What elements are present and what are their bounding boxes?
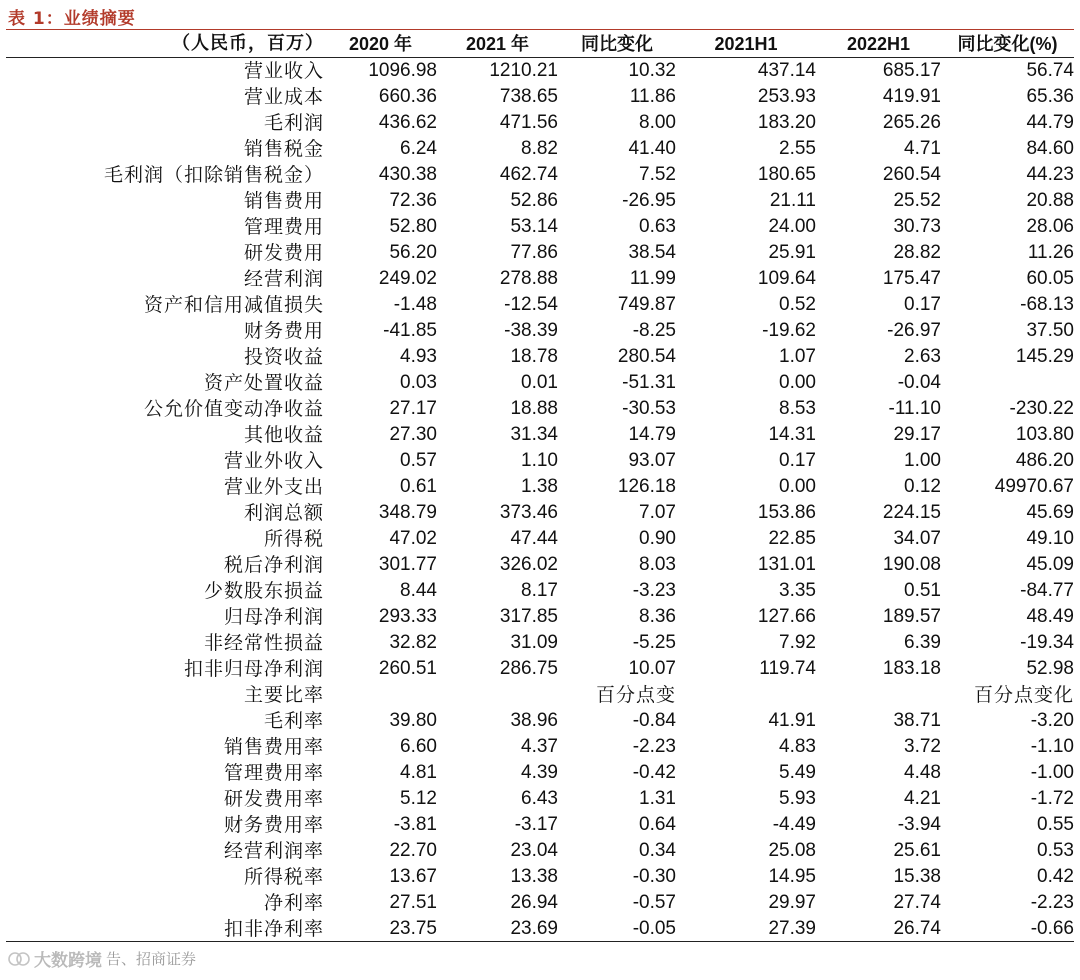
- cell-2022h1: 190.08: [882, 554, 941, 575]
- cell-yoy-pct: 49.10: [1026, 528, 1074, 549]
- cell-yoy-pct: -3.20: [1030, 710, 1074, 731]
- cell-yoy: -2.23: [632, 736, 676, 757]
- cell-label: 营业收入: [243, 60, 324, 82]
- bottom-divider: [6, 941, 1074, 942]
- cell-2021h1: 180.65: [757, 164, 816, 185]
- cell-2021h1: 0.17: [779, 450, 816, 471]
- cell-yoy: 11.86: [629, 86, 676, 107]
- cell-2020: 6.60: [400, 736, 437, 757]
- cell-yoy-pct: 84.60: [1026, 138, 1074, 159]
- cell-yoy: -0.42: [632, 762, 676, 783]
- cell-yoy: -0.05: [632, 918, 676, 939]
- cell-yoy: 93.07: [628, 450, 676, 471]
- watermark-brand: 大数跨境: [34, 951, 102, 971]
- cell-2021h1: 25.08: [768, 840, 816, 861]
- cell-label: 财务费用: [243, 320, 324, 342]
- cell-2022h1: -11.10: [888, 398, 941, 419]
- cell-2021: 31.34: [510, 424, 558, 445]
- cell-2021: -38.39: [504, 320, 558, 341]
- cell-2020: 47.02: [389, 528, 437, 549]
- cell-label: 营业外支出: [223, 476, 324, 498]
- cell-2022h1: 3.72: [904, 736, 941, 757]
- cell-2020: 0.03: [400, 372, 437, 393]
- cell-2022h1: 34.07: [893, 528, 941, 549]
- cell-yoy-pct: 11.26: [1027, 242, 1074, 263]
- cell-2021: 23.69: [510, 918, 558, 939]
- cell-label: 少数股东损益: [203, 580, 324, 602]
- cell-2020: 301.77: [378, 554, 437, 575]
- table-body: [6, 58, 1074, 943]
- cell-2020: [324, 682, 437, 708]
- cell-2021h1: 41.91: [768, 710, 816, 731]
- cell-2021: 1210.21: [489, 60, 558, 81]
- cell-2021: [437, 682, 558, 708]
- cell-2021: 471.56: [499, 112, 558, 133]
- cell-yoy-pct: 103.80: [1015, 424, 1074, 445]
- cell-label: 投资收益: [243, 346, 324, 368]
- cell-2021h1: 8.53: [779, 398, 816, 419]
- cell-yoy-pct: 486.20: [1015, 450, 1074, 471]
- cell-2022h1: 265.26: [882, 112, 941, 133]
- cell-2022h1: 38.71: [893, 710, 941, 731]
- cell-yoy-pct: 145.29: [1015, 346, 1074, 367]
- table-row: [6, 552, 1074, 578]
- table-row: [6, 292, 1074, 318]
- header-unit: （人民币，百万）: [172, 33, 324, 54]
- cell-yoy: 0.64: [639, 814, 676, 835]
- cell-yoy: 7.07: [639, 502, 676, 523]
- cell-2021h1: 1.07: [779, 346, 816, 367]
- cell-yoy: 11.99: [629, 268, 676, 289]
- table-header-row: [6, 31, 1074, 58]
- cell-label: 非经常性损益: [203, 632, 324, 654]
- cell-2021h1: 25.91: [768, 242, 816, 263]
- table-row: [6, 838, 1074, 864]
- table-row: [6, 188, 1074, 214]
- cell-2021: 8.82: [521, 138, 558, 159]
- cell-label: 资产和信用减值损失: [143, 294, 324, 316]
- source-text: 告、招商证券: [106, 950, 197, 968]
- cell-2020: 348.79: [378, 502, 437, 523]
- cell-2021h1: -4.49: [772, 814, 816, 835]
- cell-2020: 72.36: [389, 190, 437, 211]
- cell-2020: 23.75: [389, 918, 437, 939]
- cell-2021: 38.96: [510, 710, 558, 731]
- cell-2020: 52.80: [389, 216, 437, 237]
- cell-yoy: -0.30: [632, 866, 676, 887]
- table-row: [6, 240, 1074, 266]
- cell-2021: 52.86: [510, 190, 558, 211]
- cell-2022h1: 183.18: [882, 658, 941, 679]
- cell-yoy-pct: 65.36: [1026, 86, 1074, 107]
- cell-yoy-pct: 48.49: [1026, 606, 1074, 627]
- cell-yoy-pct: 20.88: [1026, 190, 1074, 211]
- cell-2020: 436.62: [378, 112, 437, 133]
- cell-yoy: 38.54: [628, 242, 676, 263]
- cell-2021: 8.17: [521, 580, 558, 601]
- cell-2021: 286.75: [499, 658, 558, 679]
- cell-2020: 39.80: [389, 710, 437, 731]
- cell-2021h1: 131.01: [757, 554, 816, 575]
- cell-2021: 6.43: [521, 788, 558, 809]
- cell-2021: 26.94: [510, 892, 558, 913]
- cell-yoy-pct: 0.42: [1037, 866, 1074, 887]
- cell-2020: -3.81: [393, 814, 437, 835]
- cell-label: 营业外收入: [223, 450, 324, 472]
- cell-label: 经营利润率: [223, 840, 324, 862]
- cell-yoy-pct: 45.69: [1026, 502, 1074, 523]
- cell-yoy: 百分点变: [595, 684, 676, 706]
- cell-label: 主要比率: [243, 684, 324, 706]
- table-row: [6, 890, 1074, 916]
- header-2020: 2020 年: [348, 34, 413, 54]
- cell-2022h1: 2.63: [904, 346, 941, 367]
- cell-2021h1: 0.00: [779, 476, 816, 497]
- cell-yoy-pct: [941, 370, 1074, 396]
- table-row: [6, 526, 1074, 552]
- cell-label: 毛利润（扣除销售税金）: [103, 164, 324, 186]
- header-yoy-pct: 同比变化(%): [957, 34, 1058, 54]
- cell-yoy: 10.07: [628, 658, 676, 679]
- cell-2021h1: 0.52: [779, 294, 816, 315]
- cell-yoy: -5.25: [632, 632, 676, 653]
- cell-label: 研发费用率: [223, 788, 324, 810]
- cell-label: 营业成本: [243, 86, 324, 108]
- cell-2022h1: 1.00: [904, 450, 941, 471]
- cell-2022h1: 224.15: [882, 502, 941, 523]
- cell-label: 销售税金: [243, 138, 324, 160]
- cell-yoy-pct: 0.53: [1037, 840, 1074, 861]
- table-row: [6, 136, 1074, 162]
- cell-2022h1: -0.04: [897, 372, 941, 393]
- cell-yoy-pct: 0.55: [1037, 814, 1074, 835]
- cell-label: 其他收益: [243, 424, 324, 446]
- cell-2021: 23.04: [510, 840, 558, 861]
- cell-2022h1: 685.17: [882, 60, 941, 81]
- table-row: [6, 578, 1074, 604]
- cell-2020: 22.70: [389, 840, 437, 861]
- cell-2021h1: 29.97: [768, 892, 816, 913]
- table-row: [6, 422, 1074, 448]
- cell-label: 管理费用: [243, 216, 324, 238]
- cell-yoy-pct: 百分点变化: [973, 684, 1074, 706]
- table-row: [6, 708, 1074, 734]
- cell-2021h1: 24.00: [768, 216, 816, 237]
- cell-2022h1: 25.61: [893, 840, 941, 861]
- cell-yoy-pct: -1.00: [1030, 762, 1074, 783]
- cell-label: 资产处置收益: [203, 372, 324, 394]
- cell-2021h1: 153.86: [757, 502, 816, 523]
- cell-2020: 8.44: [400, 580, 437, 601]
- cell-2022h1: 6.39: [904, 632, 941, 653]
- header-yoy: 同比变化: [581, 34, 653, 54]
- cell-2022h1: 175.47: [882, 268, 941, 289]
- cell-2021: 18.78: [510, 346, 558, 367]
- cell-label: 销售费用率: [223, 736, 324, 758]
- cell-2022h1: 15.38: [893, 866, 941, 887]
- cell-yoy-pct: 60.05: [1026, 268, 1074, 289]
- cell-yoy-pct: -19.34: [1020, 632, 1074, 653]
- cell-2022h1: 4.21: [904, 788, 941, 809]
- cell-yoy: -3.23: [632, 580, 676, 601]
- cell-2021h1: [676, 682, 816, 708]
- cell-2021: 317.85: [499, 606, 558, 627]
- cell-yoy: -26.95: [622, 190, 676, 211]
- cell-label: 所得税率: [243, 866, 324, 888]
- table-row: [6, 630, 1074, 656]
- table-row: [6, 604, 1074, 630]
- cell-2021h1: 14.31: [768, 424, 816, 445]
- cell-yoy: -0.84: [632, 710, 676, 731]
- cell-2020: 4.81: [400, 762, 437, 783]
- table-row: [6, 396, 1074, 422]
- cell-yoy: 8.36: [639, 606, 676, 627]
- cell-2022h1: 27.74: [893, 892, 941, 913]
- header-2021h1: 2021H1: [714, 34, 778, 54]
- cell-2021: -12.54: [504, 294, 558, 315]
- cell-label: 毛利润: [263, 112, 324, 134]
- cell-yoy-pct: 49970.67: [994, 476, 1074, 497]
- cell-2021: 53.14: [510, 216, 558, 237]
- cell-2020: 56.20: [389, 242, 437, 263]
- header-2022h1: 2022H1: [846, 34, 911, 54]
- cell-2020: -41.85: [383, 320, 437, 341]
- cell-label: 研发费用: [243, 242, 324, 264]
- cell-2020: 27.30: [389, 424, 437, 445]
- cell-2021h1: 109.64: [757, 268, 816, 289]
- header-2021: 2021 年: [465, 34, 530, 54]
- cell-yoy: 126.18: [617, 476, 676, 497]
- cell-2020: 293.33: [378, 606, 437, 627]
- cell-label: 归母净利润: [223, 606, 324, 628]
- cell-2022h1: 26.74: [893, 918, 941, 939]
- table-row: [6, 110, 1074, 136]
- cell-2021: 0.01: [521, 372, 558, 393]
- cell-2022h1: -26.97: [887, 320, 941, 341]
- cell-yoy: -51.31: [622, 372, 676, 393]
- cell-2021h1: 2.55: [779, 138, 816, 159]
- cell-2021: 4.39: [521, 762, 558, 783]
- cell-2021h1: 21.11: [769, 190, 816, 211]
- table-row: [6, 370, 1074, 396]
- cell-2021: -3.17: [514, 814, 558, 835]
- cell-2020: 260.51: [378, 658, 437, 679]
- cell-2020: 430.38: [378, 164, 437, 185]
- cell-2020: 249.02: [378, 268, 437, 289]
- cell-2021: 77.86: [510, 242, 558, 263]
- source-note: [8, 946, 196, 971]
- cell-2022h1: 419.91: [882, 86, 941, 107]
- cell-2020: 27.17: [389, 398, 437, 419]
- cell-2022h1: 4.71: [904, 138, 941, 159]
- cell-yoy: -8.25: [632, 320, 676, 341]
- cell-2021: 31.09: [510, 632, 558, 653]
- cell-yoy-pct: -1.10: [1030, 736, 1074, 757]
- cell-2021h1: 7.92: [779, 632, 816, 653]
- cell-yoy: 41.40: [628, 138, 676, 159]
- cell-2022h1: 189.57: [882, 606, 941, 627]
- cell-2022h1: 260.54: [882, 164, 941, 185]
- table-title: 表 1：业绩摘要: [8, 9, 136, 29]
- table-row: [6, 682, 1074, 708]
- cell-2021: 278.88: [499, 268, 558, 289]
- cell-2020: 4.93: [400, 346, 437, 367]
- title-divider: [6, 29, 1074, 30]
- cell-2021: 18.88: [510, 398, 558, 419]
- cell-yoy: -30.53: [622, 398, 676, 419]
- cell-yoy-pct: -2.23: [1030, 892, 1074, 913]
- cell-yoy-pct: 45.09: [1026, 554, 1074, 575]
- cell-2021h1: 27.39: [768, 918, 816, 939]
- cell-yoy: 8.00: [639, 112, 676, 133]
- cell-2021h1: 183.20: [757, 112, 816, 133]
- cell-yoy: 749.87: [617, 294, 676, 315]
- cell-label: 公允价值变动净收益: [143, 398, 324, 420]
- cell-2022h1: 29.17: [893, 424, 941, 445]
- cell-2022h1: 25.52: [893, 190, 941, 211]
- cell-yoy: 1.31: [639, 788, 676, 809]
- cell-2022h1: 0.17: [904, 294, 941, 315]
- cell-2020: 6.24: [400, 138, 437, 159]
- cell-2021h1: 119.74: [759, 658, 816, 679]
- cell-yoy-pct: 44.23: [1026, 164, 1074, 185]
- cell-2020: 13.67: [389, 866, 437, 887]
- cell-2020: 1096.98: [368, 60, 437, 81]
- cell-yoy: 8.03: [639, 554, 676, 575]
- cell-2021h1: 437.14: [757, 60, 816, 81]
- cell-label: 毛利率: [263, 710, 324, 732]
- cell-2022h1: 0.12: [904, 476, 941, 497]
- cell-label: 扣非净利率: [223, 918, 324, 940]
- cell-2021h1: 253.93: [757, 86, 816, 107]
- cell-2022h1: 28.82: [893, 242, 941, 263]
- cell-2021h1: 127.66: [757, 606, 816, 627]
- cell-2022h1: 4.48: [904, 762, 941, 783]
- cell-yoy-pct: 44.79: [1026, 112, 1074, 133]
- cell-label: 净利率: [263, 892, 324, 914]
- cell-2020: 27.51: [389, 892, 437, 913]
- table-row: [6, 786, 1074, 812]
- cell-yoy: 0.90: [639, 528, 676, 549]
- cell-2021: 462.74: [499, 164, 558, 185]
- cell-2022h1: -3.94: [897, 814, 941, 835]
- cell-yoy-pct: -0.66: [1030, 918, 1074, 939]
- cell-2021h1: 3.35: [779, 580, 816, 601]
- cell-2021: 326.02: [499, 554, 558, 575]
- cell-2020: 32.82: [389, 632, 437, 653]
- cell-2021: 373.46: [499, 502, 558, 523]
- cell-yoy-pct: -84.77: [1020, 580, 1074, 601]
- cell-2021h1: 22.85: [768, 528, 816, 549]
- table-row: [6, 318, 1074, 344]
- cell-yoy-pct: -1.72: [1030, 788, 1074, 809]
- cell-2021h1: 0.00: [779, 372, 816, 393]
- cell-yoy-pct: 52.98: [1026, 658, 1074, 679]
- table-row: [6, 864, 1074, 890]
- cell-2020: 5.12: [400, 788, 437, 809]
- cell-label: 利润总额: [243, 502, 324, 524]
- cell-2021: 738.65: [499, 86, 558, 107]
- cell-yoy: 7.52: [639, 164, 676, 185]
- cell-yoy: 0.63: [639, 216, 676, 237]
- cell-2021: 1.10: [521, 450, 558, 471]
- cell-2021h1: 14.95: [768, 866, 816, 887]
- cell-2021h1: -19.62: [762, 320, 816, 341]
- table-row: [6, 84, 1074, 110]
- cell-2021: 4.37: [521, 736, 558, 757]
- cell-label: 税后净利润: [223, 554, 324, 576]
- table-row: [6, 656, 1074, 682]
- cell-label: 扣非归母净利润: [183, 658, 324, 680]
- watermark-logo-icon: [8, 949, 30, 969]
- cell-2022h1: [816, 682, 941, 708]
- cell-2021: 47.44: [510, 528, 558, 549]
- table-row: [6, 448, 1074, 474]
- cell-label: 管理费用率: [223, 762, 324, 784]
- cell-label: 所得税: [263, 528, 324, 550]
- cell-label: 销售费用: [243, 190, 324, 212]
- table-row: [6, 812, 1074, 838]
- cell-label: 经营利润: [243, 268, 324, 290]
- financial-summary-table: [6, 31, 1074, 942]
- cell-2022h1: 30.73: [893, 216, 941, 237]
- cell-yoy-pct: -68.13: [1020, 294, 1074, 315]
- cell-yoy: -0.57: [632, 892, 676, 913]
- cell-2021h1: 5.49: [779, 762, 816, 783]
- cell-yoy-pct: 37.50: [1026, 320, 1074, 341]
- table-row: [6, 162, 1074, 188]
- cell-yoy: 14.79: [628, 424, 676, 445]
- table-row: [6, 266, 1074, 292]
- table-row: [6, 344, 1074, 370]
- cell-label: 财务费用率: [223, 814, 324, 836]
- cell-2021: 13.38: [510, 866, 558, 887]
- cell-2021h1: 4.83: [779, 736, 816, 757]
- table-row: [6, 58, 1074, 85]
- cell-2020: -1.48: [393, 294, 437, 315]
- cell-2020: 0.61: [400, 476, 437, 497]
- cell-2020: 0.57: [400, 450, 437, 471]
- cell-2020: 660.36: [378, 86, 437, 107]
- cell-2021: 1.38: [521, 476, 558, 497]
- table-row: [6, 500, 1074, 526]
- table-row: [6, 916, 1074, 942]
- cell-2022h1: 0.51: [904, 580, 941, 601]
- table-row: [6, 734, 1074, 760]
- cell-yoy-pct: 56.74: [1026, 60, 1074, 81]
- table-row: [6, 760, 1074, 786]
- cell-yoy: 10.32: [628, 60, 676, 81]
- cell-yoy: 0.34: [639, 840, 676, 861]
- cell-yoy-pct: 28.06: [1026, 216, 1074, 237]
- table-row: [6, 474, 1074, 500]
- cell-yoy: 280.54: [617, 346, 676, 367]
- cell-2021h1: 5.93: [779, 788, 816, 809]
- cell-yoy-pct: -230.22: [1009, 398, 1074, 419]
- table-row: [6, 214, 1074, 240]
